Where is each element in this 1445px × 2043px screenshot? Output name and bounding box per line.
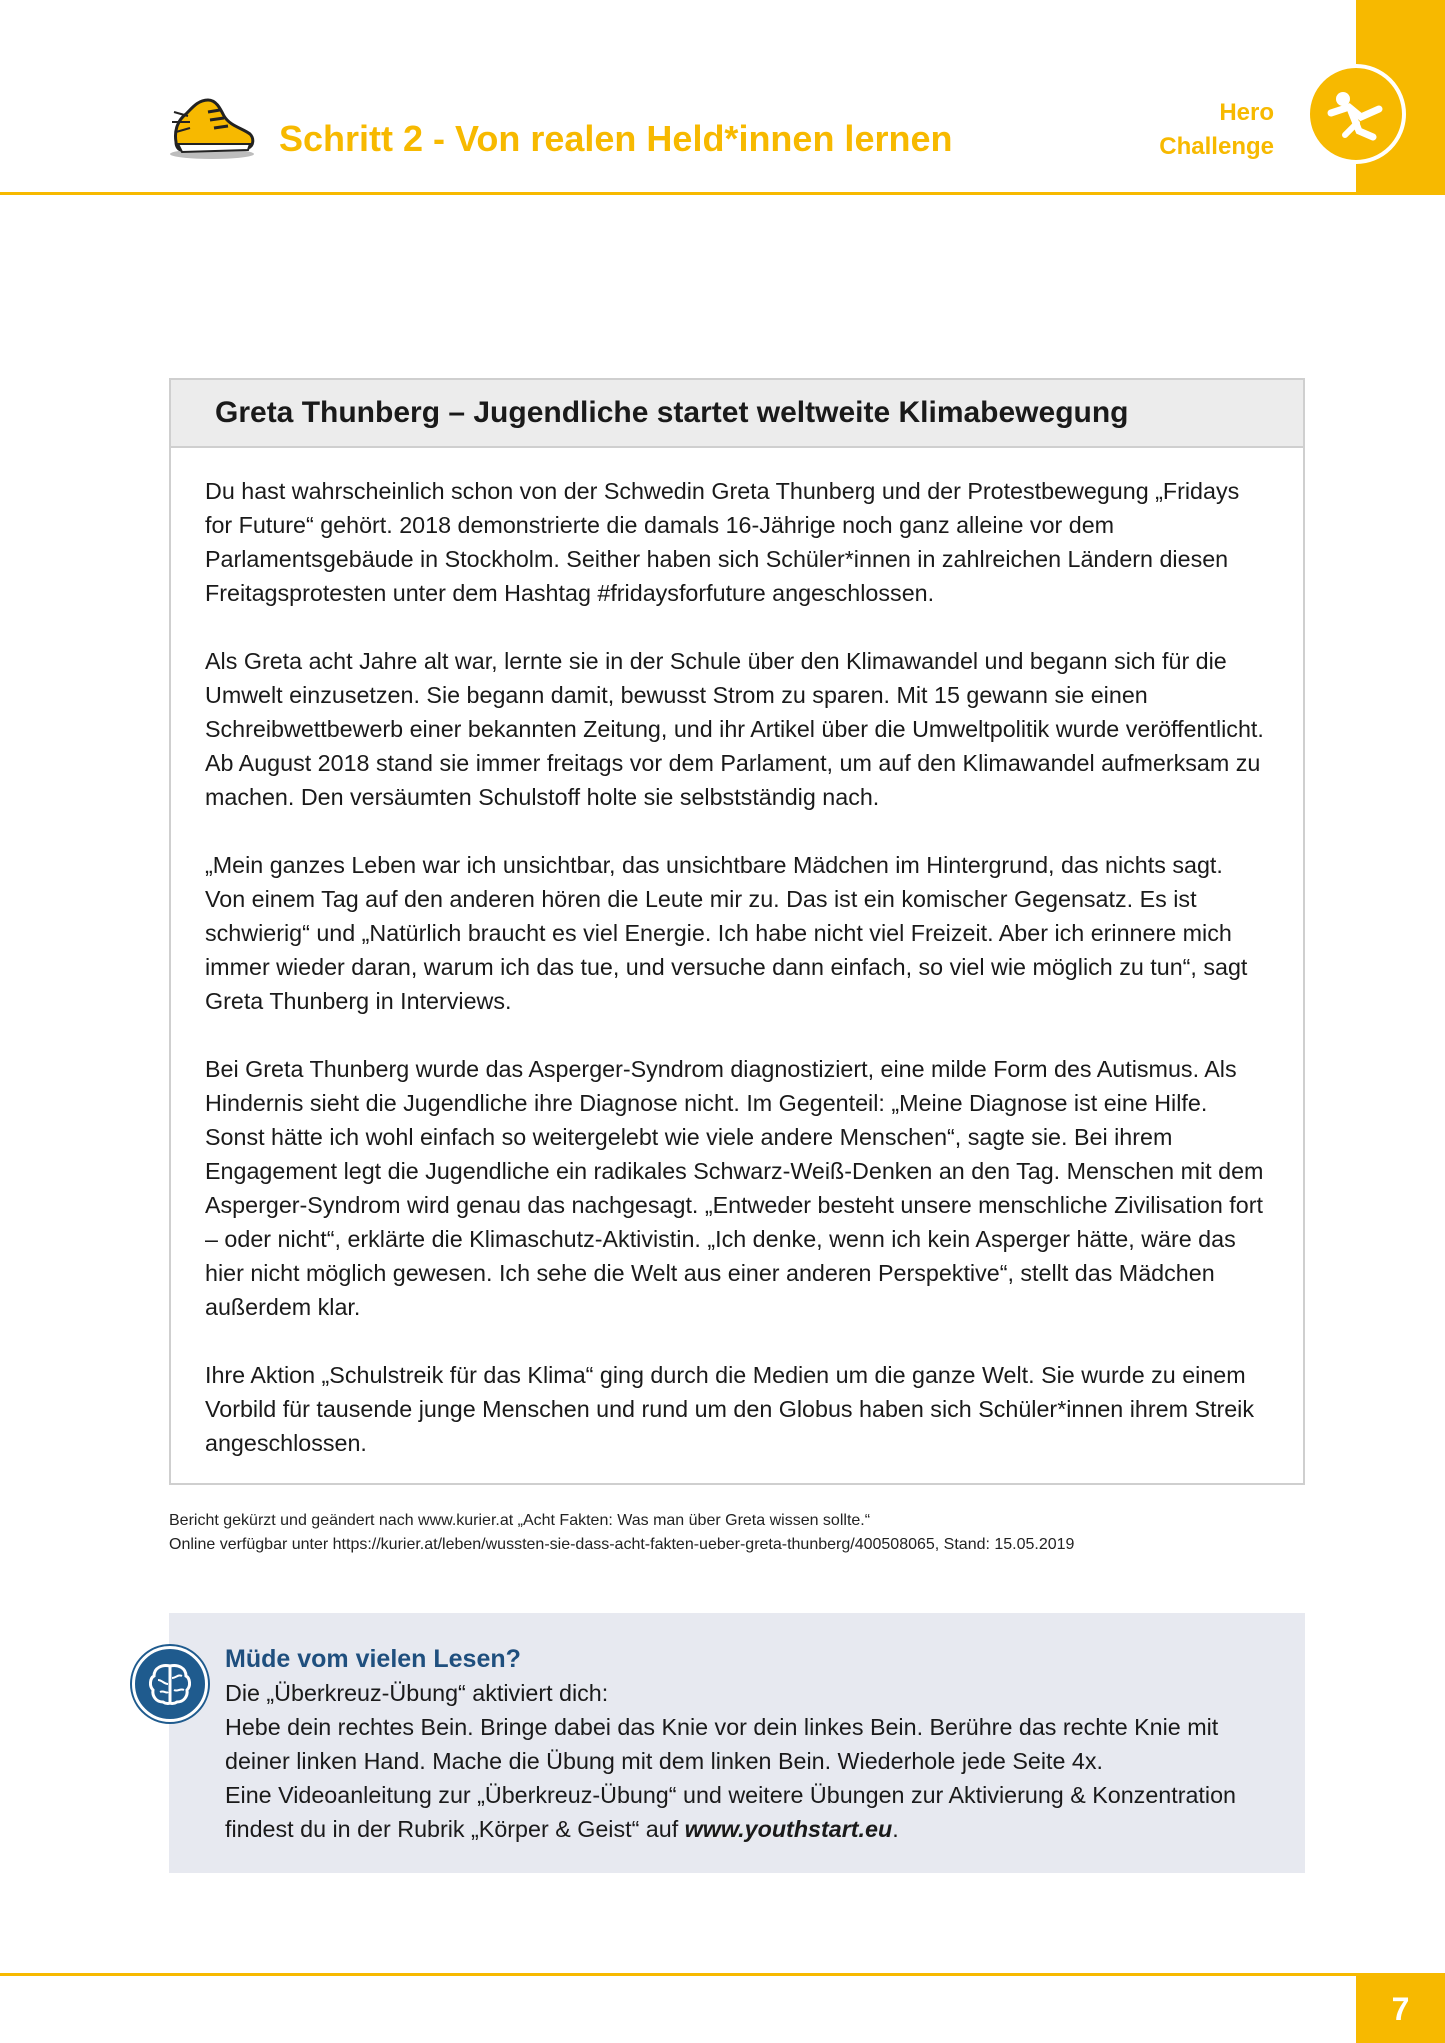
article-body xyxy=(171,448,1303,1460)
page-number: 7 xyxy=(1356,1976,1445,2043)
tip-title: Müde vom vielen Lesen? xyxy=(225,1645,521,1673)
challenge-label xyxy=(1159,96,1274,164)
article-box xyxy=(169,378,1305,1485)
step-title: Schritt 2 - Von realen Held*innen lernen xyxy=(279,118,953,159)
challenge-label-line2: Challenge xyxy=(1159,133,1274,160)
brain-icon-graphic xyxy=(144,1658,196,1710)
tip-line-3 xyxy=(225,1778,1285,1846)
youthstart-link[interactable]: www.youthstart.eu xyxy=(684,1816,893,1842)
source-note xyxy=(169,1509,1369,1557)
article-paragraph: Du hast wahrscheinlich schon von der Schwedin Greta Thunberg und der Protestbewegung „Fridays for Future“ gehört. 2018 demonstrierte die damals 16-Jährige noch ganz alleine vor dem Parlamentsgebäude in Stockholm. Seither haben sich Schüler*innen in zahlreichen Ländern diesen Freitagsprotesten unter dem Hashtag #fridaysforfuture angeschlossen. xyxy=(205,478,1240,606)
source-line-1: Bericht gekürzt und geändert nach www.kurier.at „Acht Fakten: Was man über Greta wissen sollte.“ xyxy=(169,1512,871,1529)
tip-content xyxy=(225,1642,1285,1846)
article-paragraph: Ihre Aktion „Schulstreik für das Klima“ ging durch die Medien um die ganze Welt. Sie wurde zu einem Vorbild für tausende junge Menschen und rund um den Globus haben sich Schüler*innen ihrem Streik angeschlossen. xyxy=(205,1362,1255,1456)
hero-logo xyxy=(1306,64,1406,164)
footer-divider xyxy=(0,1973,1445,1976)
source-line-2: Online verfügbar unter https://kurier.at/leben/wussten-sie-dass-acht-fakten-ueber-greta-thunberg/400508065, Stand: 15.05.2019 xyxy=(169,1536,1075,1553)
tip-line-1: Die „Überkreuz-Übung“ aktiviert dich: xyxy=(225,1680,609,1706)
tip-line-3-prefix: Eine Videoanleitung zur „Überkreuz-Übung“ und weitere Übungen zur Aktivierung & Konzentration findest du in der Rubrik „Körper & Geist“ auf xyxy=(225,1782,1236,1842)
shoe-icon xyxy=(168,92,256,162)
article-paragraph: Als Greta acht Jahre alt war, lernte sie in der Schule über den Klimawandel und begann sich für die Umwelt einzusetzen. Sie begann damit, bewusst Strom zu sparen. Mit 15 gewann sie einen Schreibwettbewerb einer bekannten Zeitung, und ihr Artikel über die Umweltpolitik wurde veröffentlicht. Ab August 2018 stand sie immer freitags vor dem Parlament, um auf den Klimawandel aufmerksam zu machen. Den versäumten Schulstoff holte sie selbstständig nach. xyxy=(205,648,1264,810)
tip-line-3-suffix: . xyxy=(892,1816,899,1842)
brain-icon xyxy=(132,1646,208,1722)
hero-figure-icon xyxy=(1321,79,1391,149)
tip-line-2: Hebe dein rechtes Bein. Bringe dabei das Knie vor dein linkes Bein. Berühre das rechte Knie mit deiner linken Hand. Mache die Übung mit dem linken Bein. Wiederhole jede Seite 4x. xyxy=(225,1714,1219,1774)
article-paragraph: „Mein ganzes Leben war ich unsichtbar, das unsichtbare Mädchen im Hintergrund, das nichts sagt. Von einem Tag auf den anderen hören die Leute mir zu. Das ist ein komischer Gegensatz. Es ist schwierig“ und „Natürlich braucht es viel Energie. Ich habe nicht viel Freizeit. Aber ich erinnere mich immer wieder daran, warum ich das tue, und versuche dann einfach, so viel wie möglich zu tun“, sagt Greta Thunberg in Interviews. xyxy=(205,852,1248,1014)
header-divider xyxy=(0,192,1445,195)
challenge-label-line1: Hero xyxy=(1219,99,1274,126)
article-paragraph: Bei Greta Thunberg wurde das Asperger-Syndrom diagnostiziert, eine milde Form des Autismus. Als Hindernis sieht die Jugendliche ihre Diagnose nicht. Im Gegenteil: „Meine Diagnose ist eine Hilfe. Sonst hätte ich wohl einfach so weitergelebt wie viele andere Menschen“, sagte sie. Bei ihrem Engagement legt die Jugendliche ein radikales Schwarz-Weiß-Denken an den Tag. Menschen mit dem Asperger-Syndrom wird genau das nachgesagt. „Entweder besteht unsere menschliche Zivilisation fort – oder nicht“, erklärte die Klimaschutz-Aktivistin. „Ich denke, wenn ich kein Asperger hätte, wäre das hier nicht möglich gewesen. Ich sehe die Welt aus einer anderen Perspektive“, stellt das Mädchen außerdem klar. xyxy=(205,1056,1264,1320)
article-title: Greta Thunberg – Jugendliche startet weltweite Klimabewegung xyxy=(171,380,1303,448)
